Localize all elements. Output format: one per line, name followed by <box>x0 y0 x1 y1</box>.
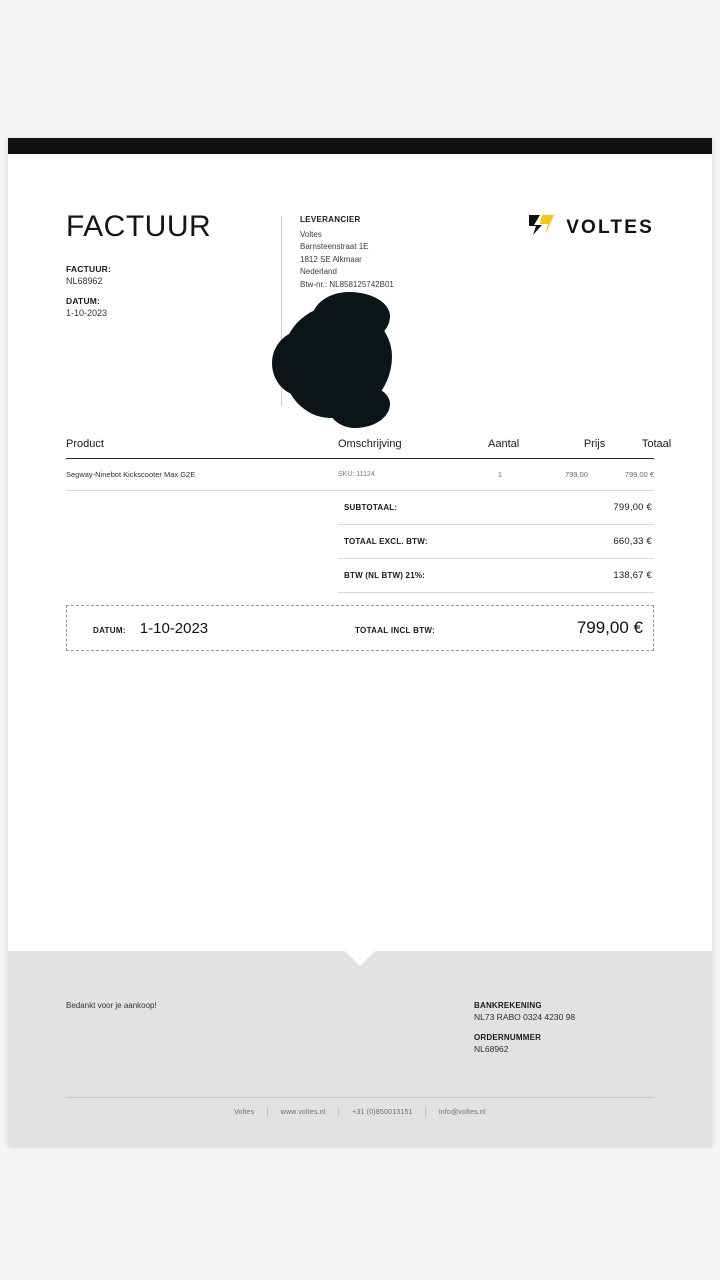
document-whitespace <box>66 651 654 951</box>
total-excl-vat-line <box>338 525 654 559</box>
document-footer <box>8 951 712 1146</box>
page-title: FACTUUR <box>66 210 212 243</box>
header-divider <box>281 216 282 406</box>
vat-label: BTW (NL BTW) 21%: <box>344 571 426 580</box>
order-number-value: NL68962 <box>474 1044 509 1054</box>
column-header-price: Prijs <box>583 438 606 450</box>
subtotal-line <box>338 491 654 525</box>
cell-total: 799,00 € <box>624 470 654 479</box>
cell-price: 799,00 <box>565 470 588 479</box>
thank-you-message: Bedankt voor je aankoop! <box>66 1001 157 1010</box>
grand-total-value: 799,00 € <box>576 618 643 637</box>
subtotal-label: SUBTOTAAL: <box>344 503 398 512</box>
grand-total-row <box>66 605 654 651</box>
grand-date-block <box>77 620 355 637</box>
table-row <box>66 459 654 491</box>
cell-description: SKU: 11124 <box>338 471 375 478</box>
vat-amount: 138,67 € <box>613 570 652 581</box>
grand-date-label: DATUM: <box>93 625 126 635</box>
bank-account-label: BANKREKENING <box>474 1001 542 1010</box>
line-items-table <box>66 438 672 651</box>
column-header-quantity: Aantal <box>488 438 520 450</box>
invoice-number-label: FACTUUR: <box>66 264 112 274</box>
invoice-document <box>8 138 712 1146</box>
supplier-country: Nederland <box>300 267 337 277</box>
footer-phone-link[interactable]: +31 (0)850013151 <box>352 1109 413 1116</box>
invoice-meta <box>66 212 281 318</box>
footer-contact-links <box>66 1098 654 1116</box>
footer-main <box>66 951 654 1083</box>
supplier-city: 1812 SE Alkmaar <box>300 254 362 264</box>
grand-total-label: TOTAAL INCL BTW: <box>355 626 436 635</box>
invoice-date-label: DATUM: <box>66 296 101 306</box>
footer-separator-2: | <box>337 1109 340 1116</box>
invoice-number-value: NL68962 <box>66 276 103 286</box>
brand-block <box>529 212 654 241</box>
brand-name: VOLTES <box>566 216 654 238</box>
document-top-bar <box>8 138 712 154</box>
footer-company-name: Voltes <box>234 1109 255 1116</box>
subtotal-amount: 799,00 € <box>613 502 652 513</box>
voltes-bolt-icon <box>529 214 557 241</box>
supplier-name: Voltes <box>300 230 322 239</box>
document-body <box>8 154 712 951</box>
grand-total-block <box>355 618 643 638</box>
supplier-street: Barnsteenstraat 1E <box>300 242 369 252</box>
vat-line <box>338 559 654 593</box>
payment-details <box>474 1001 654 1083</box>
grand-date-value: 1-10-2023 <box>139 619 209 637</box>
cell-quantity: 1 <box>497 470 502 479</box>
supplier-block <box>300 212 529 291</box>
document-header <box>66 154 654 406</box>
order-number-label: ORDERNUMMER <box>474 1033 542 1042</box>
supplier-vat-number: Btw-nr.: NL858125742B01 <box>300 279 394 289</box>
bank-account-value: NL73 RABO 0324 4230 98 <box>474 1012 576 1022</box>
cell-product: Segway-Ninebot Kickscooter Max G2E <box>66 470 196 479</box>
table-header-row <box>66 438 672 459</box>
logo <box>529 214 654 241</box>
footer-email-link[interactable]: info@voltes.nl <box>439 1109 486 1116</box>
totals-block <box>338 491 654 593</box>
column-header-product: Product <box>66 438 104 450</box>
column-header-description: Omschrijving <box>338 438 402 450</box>
total-excl-vat-amount: 660,33 € <box>613 536 652 547</box>
supplier-heading: LEVERANCIER <box>300 215 361 224</box>
column-header-total: Totaal <box>641 438 672 450</box>
invoice-date-value: 1-10-2023 <box>66 308 108 318</box>
footer-separator-3: | <box>424 1109 427 1116</box>
total-excl-vat-label: TOTAAL EXCL. BTW: <box>344 537 428 546</box>
footer-separator-1: | <box>266 1109 269 1116</box>
footer-website-link[interactable]: www.voltes.nl <box>280 1109 326 1116</box>
